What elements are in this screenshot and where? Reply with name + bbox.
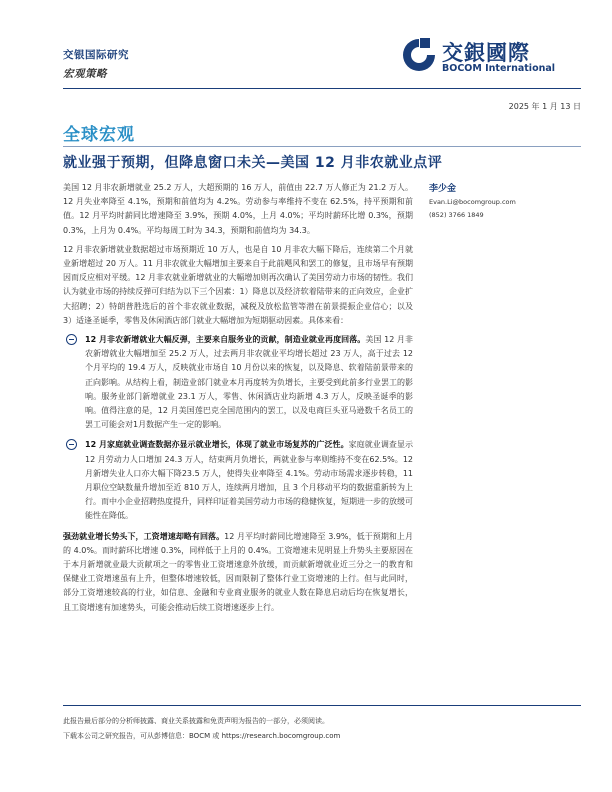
wage-heading: 强劲就业增长势头下，工资增速却略有回落。 [63,531,225,541]
report-date: 2025 年 1 月 13 日 [508,102,581,111]
logo-chinese-name: 交銀國際 [442,41,530,65]
section-title: 全球宏观 [63,125,135,145]
section-divider [63,146,581,147]
footer-disclaimer: 此报告最后部分的分析师披露、商业关系披露和免责声明为报告的一部分，必须阅读。 [63,717,329,725]
bullet-heading: 12 月家庭就业调查数据亦显示就业增长，体现了就业市场复苏的广泛性。 [85,440,349,450]
bullet-circle-icon [66,439,77,450]
analysis-paragraph: 12 月非农新增就业数据超过市场预期近 10 万人，也是自 10 月非农大幅下降后，连续第二个月就业新增超过 20 万人。11 月非农就业大幅增加主要来自于此前飓风和罢工的修复，且市场早有预期因而反应相对平缓。12 月非农就业新增就业的大幅增加则再次确认了美国劳动力市场的韧性。我们认为就业市场的持续反弹可归结为以下三个因素：1）降息以及经济软着陆带来的正向效应，企业扩大招聘；2）特朗普胜选后的首个非农就业数据，减税及放松监管等潜在前景提振企业信心；以及 3）适逢圣诞季，零售及休闲酒店部门就业大幅增加为短期驱动因素。具体来看： [63,244,413,325]
bullet-text: 美国 12 月非农新增就业大幅增加至 25.2 万人，过去两月非农就业平均增长超过 23 万人，高于过去 12 个月平均的 19.4 万人，反映就业市场自 10 月份以来的恢复，以及降息、软着陆前景带来的正向影响。从结构上看，制造业部门就业本月再度转为负增长，主要受到此前多行业罢工的影响。服务业部门新增就业 23.1 万人，零售、休闲酒店业均新增 4.3 万人，反映圣诞季的影响。值得注意的是，12 月美国莲巴克全国范围内的罢工，以及电商巨头亚马逊数千名员工的罢工可能会对1月数据产生一定的影响。 [85,335,414,430]
report-type: 宏观策略 [63,68,107,80]
bocom-logo-icon [400,36,438,74]
author-name: 李少金 [429,184,457,194]
logo-english-name: BOCOM International [442,63,556,74]
bocom-logo [400,36,570,76]
wage-text: 12 月平均时薪同比增速降至 3.9%，低于预期和上月的 4.0%。而时薪环比增速 0.3%，同样低于上月的 0.4%。工资增速未见明显上升势头主要原因在于本月新增就业最大贡献项之一的零售业工资增速意外放缓，而贡献新增就业近三分之一的教育和保健业工资增速虽有上升，但整体增速较低，因而限制了整体行业工资增速的上行。但与此同时，部分工资增速较高的行业，如信息、金融和专业商业服务的就业人数在降息启动后均在恢复增长，且工资增速有加速势头，可能会推动后续工资增速逐步上行。 [63,531,413,612]
author-phone: (852) 3766 1849 [429,211,484,219]
bullet-circle-icon [66,334,77,345]
summary-paragraph: 美国 12 月非农新增就业 25.2 万人，大超预期的 16 万人，前值由 22.7 万人修正为 21.2 万人。12 月失业率降至 4.1%，预期和前值均为 4.2%。劳动参与率维持不变在 62.5%，持平预期和前值。12 月平均时薪同比增速降至 3.9%，预期 4.0%，上月 4.0%；平均时薪环比增 0.3%，预期 0.3%，上月为 0.4%。平均每周工时为 34.3，预期和前值均为 34.3。 [63,183,413,235]
author-email[interactable]: Evan.Li@bocomgroup.com [429,198,516,206]
bullet-heading: 12 月非农新增就业大幅反弹，主要来自服务业的贡献，制造业就业再度回落。 [85,335,366,345]
bullet-point [63,438,413,523]
report-body [63,181,413,620]
footer-download-info: 下载本公司之研究报告，可从彭博信息：BOCM 或 https://research.bocomgroup.com [63,732,341,740]
wage-paragraph [63,530,413,615]
header-left [63,47,129,81]
report-title: 就业强于预期，但降息窗口未关—美国 12 月非农就业点评 [63,155,443,171]
header-divider [63,88,581,89]
org-name: 交银国际研究 [63,49,129,61]
author-block [429,183,516,222]
footer-divider [63,705,581,706]
bullet-text: 家庭就业调查显示 12 月劳动力人口增加 24.3 万人，结束两月负增长，两就业参与率则维持不变在62.5%。12 月新增失业人口亦大幅下降23.5 万人，使得失业率降至 4.1%。劳动市场需求逐步转稳，11 月职位空缺数量升增加至近 810 万人，连续两月增加，且 3 个月移动平均的数据重新转为上行。而中小企业招聘热度提升，同样印证着美国劳动力市场的稳健恢复，短期进一步的放缓可能性在降低。 [85,440,413,521]
bullet-point [63,333,413,432]
